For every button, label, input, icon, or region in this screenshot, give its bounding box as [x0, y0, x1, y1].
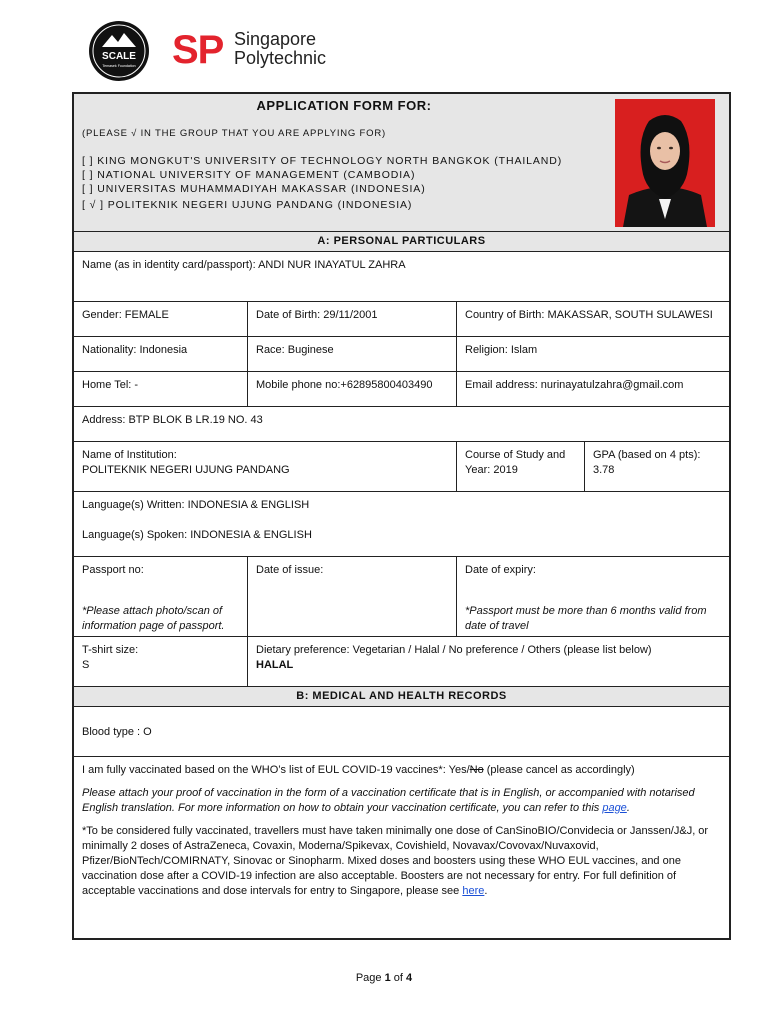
application-header [74, 94, 729, 232]
passport-note: *Please attach photo/scan of information page of passport. [82, 605, 225, 632]
mobile-field[interactable]: Mobile phone no:+62895800403490 [248, 372, 457, 407]
scale-logo-text: SCALE [102, 51, 136, 62]
vaccinated-no: No [469, 764, 484, 776]
languages-spoken: Language(s) Spoken: INDONESIA & ENGLISH [82, 529, 312, 541]
vaccination-definition: *To be considered fully vaccinated, travellers must have taken minimally one dose of CanSinoBIO/Convidecia or Janssen/J&J, or minimally 2 doses of AstraZeneca, Covaxin, Moderna/Spikevax, Covishield, Novavax/Covovax/Nuvaxovid, Pfizer/BioNTech/COMIRNATY, Sinovac or Sinopharm. Mixed doses and boosters using these WHO EUL vaccines, and one vaccination dose after a COVID-19 infection are also acceptable. Boosters are not necessary for entry. For full definition of acceptable vaccinations and dose intervals for entry to Singapore, please see here. [82, 825, 709, 897]
tshirt-field[interactable] [74, 637, 248, 687]
option-item-selected[interactable]: [ √ ] POLITEKNIK NEGERI UJUNG PANDANG (INDONESIA) [82, 199, 413, 211]
gender-field[interactable]: Gender: FEMALE [74, 302, 248, 337]
institution-label: Name of Institution: [82, 449, 177, 461]
option-item[interactable]: [ ] KING MONGKUT'S UNIVERSITY OF TECHNOLOGY NORTH BANGKOK (THAILAND) [82, 155, 563, 167]
section-a-header: A: PERSONAL PARTICULARS [74, 232, 729, 252]
blood-type-field[interactable]: Blood type : O [74, 707, 729, 757]
course-field[interactable] [457, 442, 585, 492]
gpa-field[interactable] [585, 442, 729, 492]
date-of-expiry-field[interactable] [457, 557, 729, 637]
country-of-birth-field[interactable]: Country of Birth: MAKASSAR, SOUTH SULAWESI [457, 302, 729, 337]
institution-field[interactable] [74, 442, 457, 492]
option-item[interactable]: [ ] NATIONAL UNIVERSITY OF MANAGEMENT (CAMBODIA) [82, 169, 416, 181]
option-item[interactable]: [ ] UNIVERSITAS MUHAMMADIYAH MAKASSAR (INDONESIA) [82, 183, 426, 195]
dietary-label: Dietary preference: Vegetarian / Halal / No preference / Others (please list below) [256, 644, 652, 656]
name-field[interactable]: Name (as in identity card/passport): ANDI NUR INAYATUL ZAHRA [74, 252, 729, 302]
address-field[interactable]: Address: BTP BLOK B LR.19 NO. 43 [74, 407, 729, 442]
application-note: (PLEASE √ IN THE GROUP THAT YOU ARE APPLYING FOR) [82, 128, 386, 139]
section-b-header: B: MEDICAL AND HEALTH RECORDS [74, 687, 729, 707]
scale-logo-subtext: Temasek Foundation [102, 64, 136, 68]
course-line1: Course of Study and [465, 449, 566, 461]
institution-value: POLITEKNIK NEGERI UJUNG PANDANG [82, 464, 290, 476]
page-number: Page 1 of 4 [355, 972, 413, 984]
sp-name [234, 30, 326, 68]
expiry-note: *Passport must be more than 6 months valid from date of travel [465, 605, 707, 632]
proof-page-link[interactable]: page [602, 802, 627, 814]
nationality-field[interactable]: Nationality: Indonesia [74, 337, 248, 372]
definition-here-link[interactable]: here [462, 885, 485, 897]
email-field[interactable]: Email address: nurinayatulzahra@gmail.com [457, 372, 729, 407]
sp-mark: SP [172, 28, 224, 72]
date-of-expiry-label: Date of expiry: [465, 564, 536, 576]
languages-field[interactable] [74, 492, 729, 557]
proof-instructions: Please attach your proof of vaccination in the form of a vaccination certificate that is in English, or accompanied with notarised English translation. For more information on how to obtain your vaccination certificate, you can refer to this page. [82, 787, 695, 814]
date-of-issue-field[interactable]: Date of issue: [248, 557, 457, 637]
gpa-line1: GPA (based on 4 pts): [593, 449, 701, 461]
applicant-photo [615, 99, 715, 227]
dob-field[interactable]: Date of Birth: 29/11/2001 [248, 302, 457, 337]
passport-no-field[interactable] [74, 557, 248, 637]
vaccinated-statement[interactable]: I am fully vaccinated based on the WHO’s list of EUL COVID-19 vaccines*: Yes/No (please cancel as accordingly) [82, 764, 635, 776]
gpa-line2: 3.78 [593, 464, 615, 476]
scale-logo [88, 20, 150, 82]
languages-written: Language(s) Written: INDONESIA & ENGLISH [82, 499, 310, 511]
home-tel-field[interactable]: Home Tel: - [74, 372, 248, 407]
dietary-field[interactable] [248, 637, 729, 687]
dietary-value: HALAL [256, 659, 294, 671]
logo-bar [88, 18, 488, 82]
sp-name-line2: Polytechnic [234, 48, 327, 68]
vaccination-section [74, 757, 729, 938]
religion-field[interactable]: Religion: Islam [457, 337, 729, 372]
passport-no-label: Passport no: [82, 564, 144, 576]
application-form [72, 92, 731, 940]
sp-name-line1: Singapore [234, 29, 317, 49]
course-line2: Year: 2019 [465, 464, 518, 476]
tshirt-label: T-shirt size: [82, 644, 139, 656]
tshirt-value: S [82, 659, 90, 671]
application-title: APPLICATION FORM FOR: [256, 98, 432, 113]
race-field[interactable]: Race: Buginese [248, 337, 457, 372]
